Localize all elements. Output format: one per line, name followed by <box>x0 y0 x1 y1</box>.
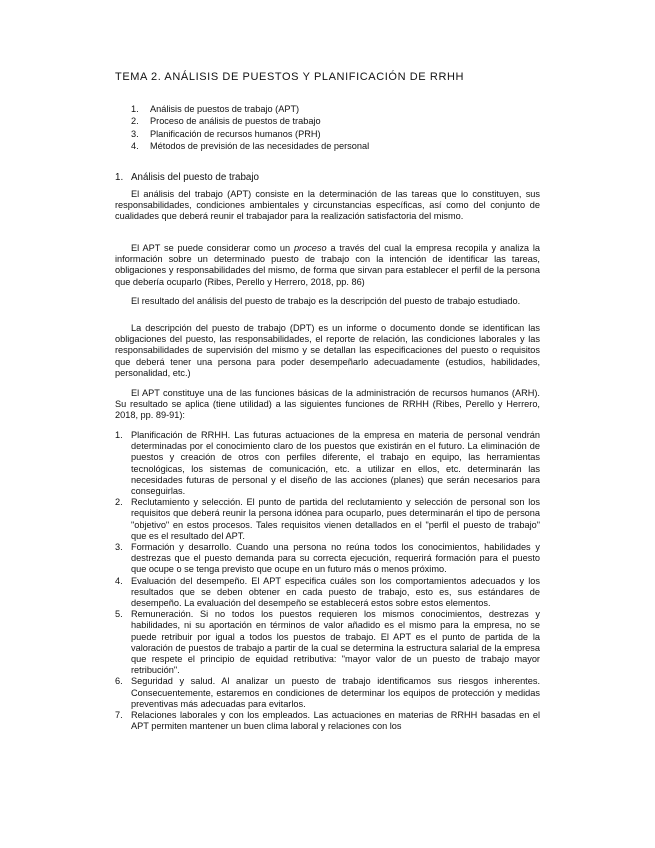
toc-item-number: 4. <box>131 140 139 151</box>
list-item-number: 1. <box>115 430 123 440</box>
toc-item-text: Análisis de puestos de trabajo (APT) <box>150 104 300 114</box>
list-item-text: Remuneración. Si no todos los puestos requieren los mismos conocimientos, destrezas y habilidades, ni su aportación en términos de valor añadido es el mismo para la empresa, no se puede retribuir por igual a todos los puestos de trabajo. El APT es el punto de partida de la valoración de puestos de trabajo a partir de la cual se determina la estructura salarial de la empresa que respete el principio de equidad retributiva: "mayor valor de un puesto de trabajo mayor retribución". <box>131 609 540 676</box>
paragraph-apt-definition: El análisis del trabajo (APT) consiste en la determinación de las tareas que lo constituyen, sus responsabilidades, condiciones ambientales y circunstancias específicas, así como del conjunto de cualidades que deberá reunir el trabajador para la realización satisfactoria del mismo. <box>115 189 540 222</box>
toc-item <box>131 103 369 115</box>
list-item-text: Evaluación del desempeño. El APT especifica cuáles son los comportamientos adecuados y los resultados que se deben obtener en cada puesto de trabajo, esto es, sus estándares de desempeño. La evaluación del desempeño se establecerá estos sobre estos elementos. <box>131 575 540 609</box>
functions-list <box>115 430 540 732</box>
list-item-number: 2. <box>115 497 123 508</box>
page-title: TEMA 2. ANÁLISIS DE PUESTOS Y PLANIFICACIÓN DE RRHH <box>115 71 465 83</box>
list-item <box>115 542 540 576</box>
toc-item-number: 3. <box>131 128 139 139</box>
toc-item-number: 1. <box>131 104 139 114</box>
list-item-number: 3. <box>115 542 123 553</box>
list-item <box>115 576 540 610</box>
section-number: 1. <box>115 172 124 183</box>
paragraph-text: El APT se puede considerar como un <box>131 243 294 253</box>
list-item-number: 6. <box>115 676 123 687</box>
paragraph-apt-process <box>115 243 540 288</box>
list-item <box>115 609 540 676</box>
list-item-text: Reclutamiento y selección. El punto de partida del reclutamiento y selección de personal son los requisitos que deberá reunir la persona idónea para ocuparlo, pues determinarán el tipo de persona "objetivo" en estos procesos. Tales requisitos vienen detallados en el "perfil el puesto de trabajo" que es el resultado del APT. <box>131 497 540 541</box>
list-item <box>115 676 540 710</box>
toc-item <box>131 128 369 140</box>
toc-item <box>131 140 369 152</box>
toc-item-text: Métodos de previsión de las necesidades de personal <box>150 140 370 151</box>
list-item-number: 7. <box>115 710 123 721</box>
toc-item-number: 2. <box>131 116 139 127</box>
list-item <box>115 497 540 542</box>
toc-item-text: Planificación de recursos humanos (PRH) <box>150 128 321 139</box>
emphasis-text: proceso <box>293 243 327 253</box>
list-item <box>115 710 540 732</box>
section-title: Análisis del puesto de trabajo <box>131 172 259 183</box>
paragraph-text: a través del cual la empresa recopila y analiza la información sobre un determinado puesto de trabajo con la intención de identificar las tareas, obligaciones y responsabilidades del mismo, de forma que sirvan para establecer el perfil de la persona que debería ocuparlo (Ribes, Perello y Herrero, 2018, pp. 86) <box>115 243 540 287</box>
toc-item <box>131 115 369 127</box>
list-item-text: Formación y desarrollo. Cuando una persona no reúna todos los conocimientos, habilidades y destrezas que el puesto demanda para su correcta ejecución, requerirá formación para el puesto que ocupe o se tenga previsto que ocupe en un futuro más o menos próximo. <box>131 542 540 575</box>
list-item-text: Planificación de RRHH. Las futuras actuaciones de la empresa en materia de personal vendrán determinadas por el conocimiento claro de los puestos que existirán en el futuro. La eliminación de puestos y creación de otros con perfiles diferente, el trabajo en equipo, las herramientas tecnológicas, los sistemas de comunicación, etc. a utilizar en ellos, etc. determinarán las necesidades futuras de personal y el diseño de las acciones (planes) que serán necesarios para conseguirlas. <box>131 430 540 497</box>
list-item-text: Relaciones laborales y con los empleados. Las actuaciones en materias de RRHH basadas en el APT permiten mantener un buen clima laboral y relaciones con los <box>131 710 540 732</box>
paragraph-dpt-description: La descripción del puesto de trabajo (DPT) es un informe o documento donde se identifican las obligaciones del puesto, las responsabilidades, el reporte de relación, las condiciones laborales y las responsabilidades de supervisión del mismo y se detallan las especificaciones del puesto o requisitos que deberá tener una persona para poder desempeñarlo adecuadamente (estudios, habilidades, personalidad, etc.) <box>115 323 540 378</box>
list-item-text: Seguridad y salud. Al analizar un puesto de trabajo identificamos sus riesgos inherentes. Consecuentemente, estaremos en condiciones de determinar los equipos de protección y medidas preventivas más adecuadas para evitarlos. <box>131 676 540 709</box>
list-item <box>115 430 540 497</box>
list-item-number: 5. <box>115 609 123 620</box>
table-of-contents <box>131 103 369 152</box>
paragraph-apt-result: El resultado del análisis del puesto de trabajo es la descripción del puesto de trabajo estudiado. <box>131 296 521 306</box>
paragraph-apt-functions-intro: El APT constituye una de las funciones básicas de la administración de recursos humanos (ARH). Su resultado se aplica (tiene utilidad) a las siguientes funciones de RRHH (Ribes, Perello y Herrero, 2018, pp. 89-91): <box>115 388 540 421</box>
list-item-number: 4. <box>115 575 123 586</box>
section-heading <box>115 172 259 183</box>
toc-item-text: Proceso de análisis de puestos de trabajo <box>150 116 321 127</box>
